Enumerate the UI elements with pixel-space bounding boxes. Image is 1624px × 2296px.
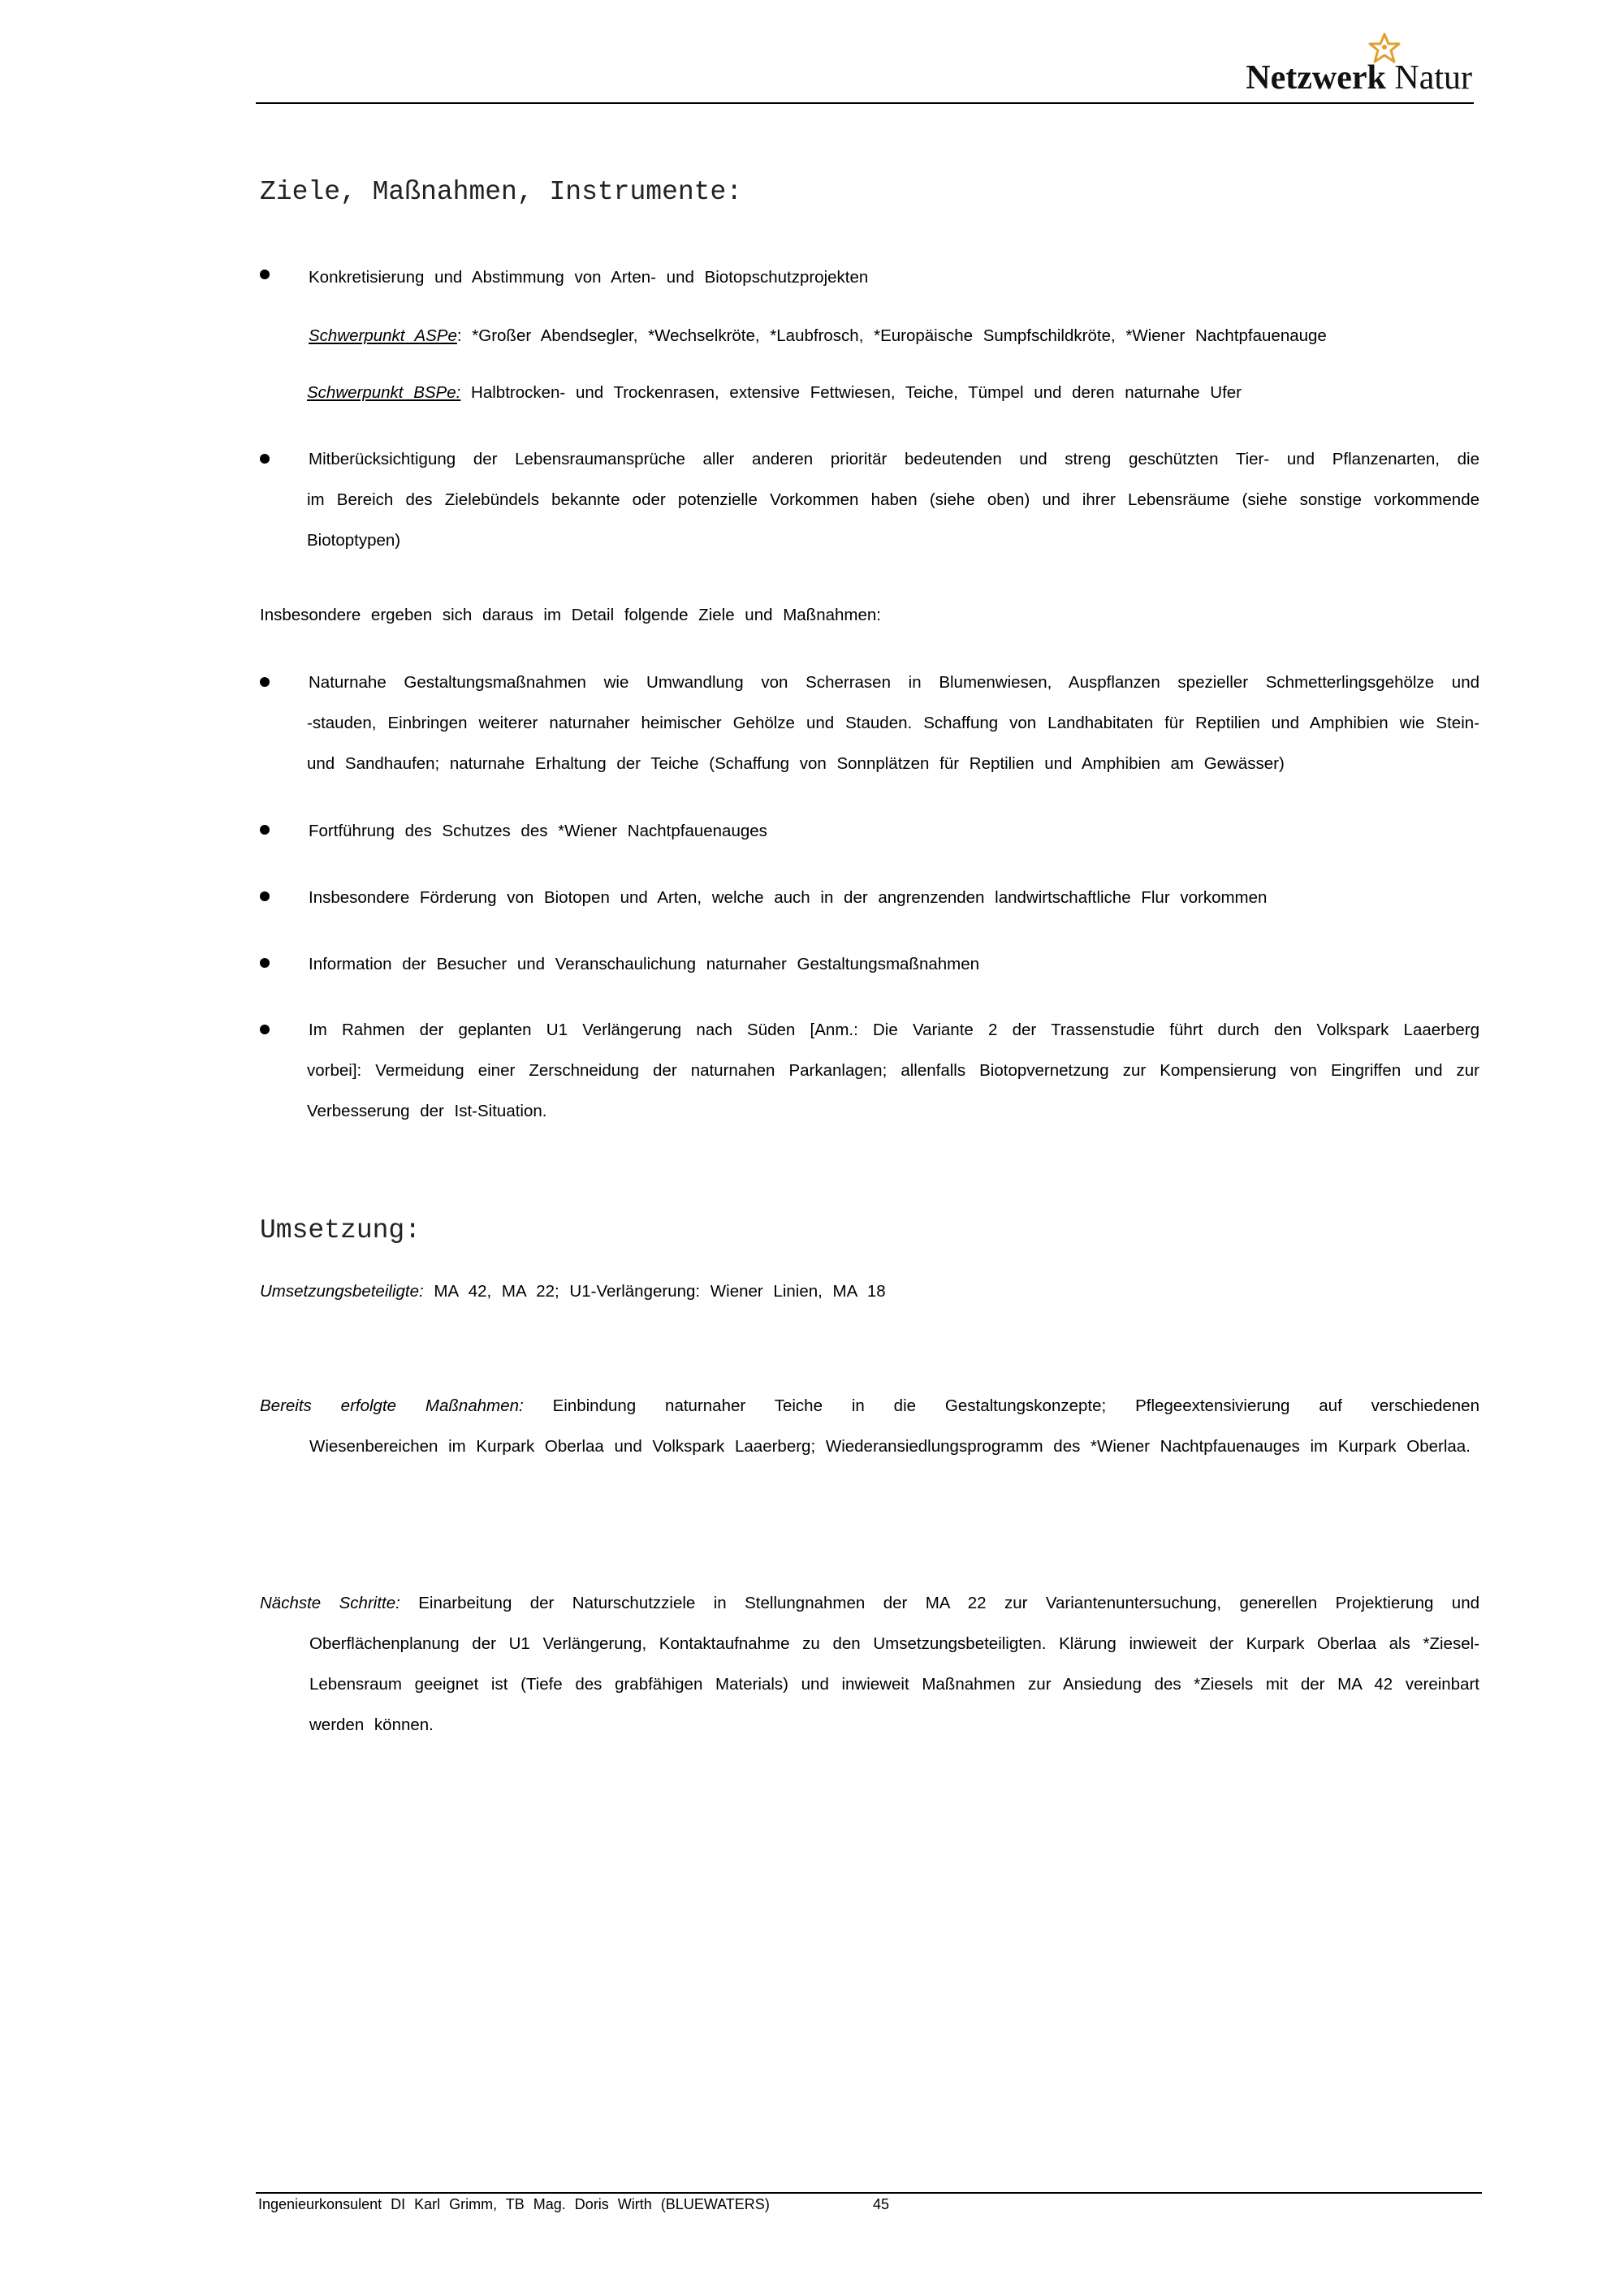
aspe-label: Schwerpunkt ASPe [309, 326, 457, 345]
bullet-dot [260, 825, 270, 835]
naechste-schritte-line1 [260, 1583, 1479, 1624]
netzwerk-natur-logo [1212, 31, 1472, 101]
page-number: 45 [873, 2196, 890, 2212]
bereits-erfolgte-rest: Wiesenbereichen im Kurpark Oberlaa und Volkspark Laaerberg; Wiederansiedlungsprogramm des *Wiener Nachtpfauenauges im Kurpark Oberlaa. [309, 1437, 1471, 1456]
bullet-dot [260, 270, 270, 279]
header-rule [256, 102, 1474, 104]
umsetzungsbeteiligte-text: MA 42, MA 22; U1-Verlängerung: Wiener Linien, MA 18 [434, 1282, 886, 1301]
aspe-text: *Großer Abendsegler, *Wechselkröte, *Laubfrosch, *Europäische Sumpfschildkröte, *Wiener Nachtpfauenauge [472, 326, 1327, 345]
bullet-item-u1-line1: Im Rahmen der geplanten U1 Verlängerung nach Süden [Anm.: Die Variante 2 der Trassenstudie führt durch den Volkspark Laaerberg [309, 1021, 1479, 1039]
umsetzungsbeteiligte-line [260, 1271, 886, 1312]
bspe-label: Schwerpunkt BSPe: [307, 383, 461, 402]
logo-text [1246, 58, 1472, 97]
section-heading-ziele: Ziele, Maßnahmen, Instrumente: [260, 177, 743, 207]
logo-word-netzwerk: Netzwerk [1246, 59, 1386, 97]
bullet-item-u1-rest: vorbei]: Vermeidung einer Zerschneidung der naturnahen Parkanlagen; allenfalls Biotopvernetzung zur Kompensierung von Eingriffen und zur Verbesserung der Ist-Situation. [307, 1061, 1479, 1120]
bullet-item-foerderung: Insbesondere Förderung von Biotopen und Arten, welche auch in der angrenzenden landwirtschaftliche Flur vorkommen [309, 888, 1268, 907]
bullet-dot [260, 677, 270, 687]
umsetzungsbeteiligte-label: Umsetzungsbeteiligte: [260, 1282, 424, 1301]
bspe-text: Halbtrocken- und Trockenrasen, extensive Fettwiesen, Teiche, Tümpel und deren naturnahe Ufer [471, 383, 1242, 402]
bullet-dot [260, 891, 270, 901]
section-heading-umsetzung: Umsetzung: [260, 1215, 421, 1245]
bullet-item-mitberuecksichtigung-line1: Mitberücksichtigung der Lebensraumansprüche aller anderen prioritär bedeutenden und streng geschützten Tier- und Pflanzenarten, die [309, 450, 1479, 468]
aspe-line [309, 316, 1327, 356]
bullet-dot [260, 454, 270, 464]
bullet-item-konkretisierung: Konkretisierung und Abstimmung von Arten- und Biotopschutzprojekten [309, 268, 869, 287]
bullet-item-information: Information der Besucher und Veranschaulichung naturnaher Gestaltungsmaßnahmen [309, 955, 980, 973]
bullet-dot [260, 1025, 270, 1034]
bereits-erfolgte-line1 [260, 1386, 1479, 1426]
bullet-item-naturnahe-line1: Naturnahe Gestaltungsmaßnahmen wie Umwandlung von Scherrasen in Blumenwiesen, Auspflanzen spezieller Schmetterlingsgehölze und [309, 673, 1479, 692]
aspe-colon: : [456, 326, 462, 345]
bullet-item-fortfuehrung: Fortführung des Schutzes des *Wiener Nachtpfauenauges [309, 822, 767, 840]
naechste-schritte-text: Einarbeitung der Naturschutzziele in Stellungnahmen der MA 22 zur Variantenuntersuchung, generellen Projektierung und [418, 1594, 1480, 1612]
bspe-line [307, 373, 1242, 413]
logo-word-natur: Natur [1394, 59, 1472, 97]
footer-author: Ingenieurkonsulent DI Karl Grimm, TB Mag. Doris Wirth (BLUEWATERS) [258, 2196, 770, 2212]
footer-rule [256, 2192, 1482, 2194]
naechste-schritte-rest: Oberflächenplanung der U1 Verlängerung, Kontaktaufnahme zu den Umsetzungsbeteiligten. Klärung inwieweit der Kurpark Oberlaa als *Ziesel-Lebensraum geeignet ist (Tiefe des grabfähigen Materials) und inwieweit Maßnahmen zur Ansiedung des *Ziesels mit der MA 42 vereinbart werden können. [309, 1634, 1479, 1734]
intro-paragraph: Insbesondere ergeben sich daraus im Detail folgende Ziele und Maßnahmen: [260, 606, 881, 624]
bullet-dot [260, 958, 270, 968]
bullet-item-mitberuecksichtigung-rest: im Bereich des Zielebündels bekannte oder potenzielle Vorkommen haben (siehe oben) und ihrer Lebensräume (siehe sonstige vorkommende Biotoptypen) [307, 490, 1479, 550]
naechste-schritte-label: Nächste Schritte: [260, 1594, 400, 1612]
bereits-erfolgte-label: Bereits erfolgte Maßnahmen: [260, 1396, 524, 1415]
bullet-item-naturnahe-rest: -stauden, Einbringen weiterer naturnaher heimischer Gehölze und Stauden. Schaffung von Landhabitaten für Reptilien und Amphibien wie Stein- und Sandhaufen; naturnahe Erhaltung der Teiche (Schaffung von Sonnplätzen für Reptilien und Amphibien am Gewässer) [307, 714, 1479, 773]
bereits-erfolgte-text: Einbindung naturnaher Teiche in die Gestaltungskonzepte; Pflegeextensivierung auf verschiedenen [552, 1396, 1479, 1415]
